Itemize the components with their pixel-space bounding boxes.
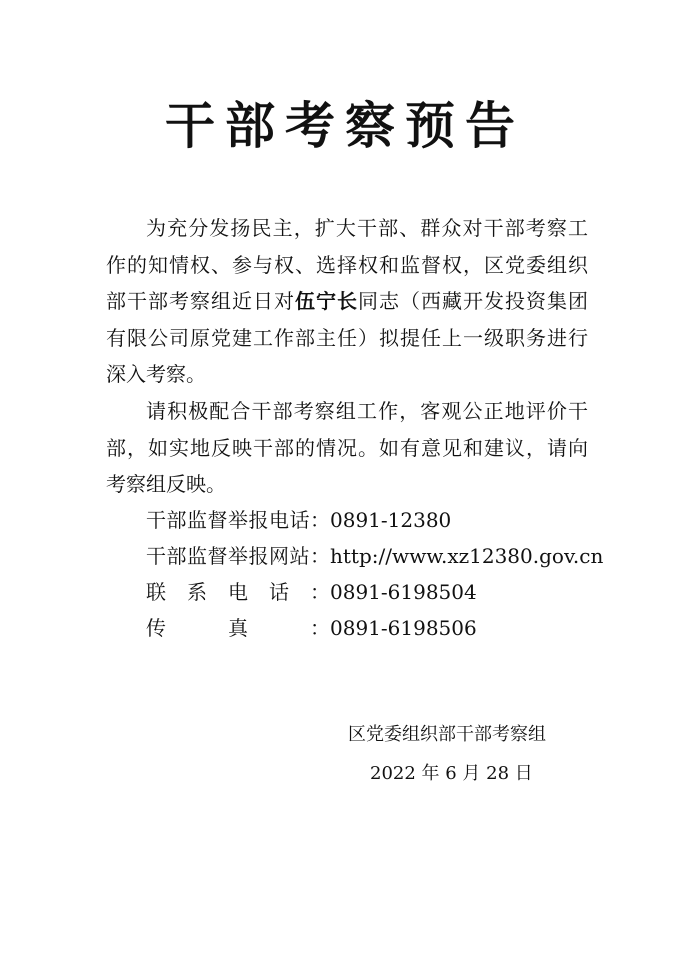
paragraph-2-line-1: 请积极配合干部考察组工作，客观公正地评价干 [146, 399, 588, 423]
paragraph-1-line-1: 为充分发扬民主，扩大干部、群众对干部考察工 [146, 216, 588, 240]
paragraph-1-line-4: 有限公司原党建工作部主任）拟提任上一级职务进行 [106, 325, 588, 350]
page-title: 干部考察预告 [165, 97, 525, 155]
contact-value: 0891-6198506 [330, 616, 477, 640]
contact-label: 联系电话： [146, 580, 330, 604]
paragraph-1-line-3 [106, 283, 588, 320]
contact-row-phone [146, 574, 606, 610]
contact-value: 0891-12380 [330, 508, 452, 532]
contact-row-fax [146, 610, 606, 646]
announcement-paragraph-1 [106, 210, 588, 393]
paragraph-1-line-3-before: 部干部考察组近日对 [106, 289, 295, 313]
contact-value: 0891-6198504 [330, 580, 477, 604]
candidate-name: 伍宁长 [295, 289, 358, 313]
paragraph-1-line-2: 作的知情权、参与权、选择权和监督权，区党委组织 [106, 252, 588, 277]
paragraph-1-line-3-after: 同志（西藏开发投资集团 [358, 289, 588, 313]
paragraph-2-line-2: 部，如实地反映干部的情况。如有意见和建议，请向 [106, 435, 588, 460]
contact-label: 干部监督举报网站： [146, 544, 330, 568]
contact-label: 干部监督举报电话： [146, 508, 330, 532]
issue-date: 2022 年 6 月 28 日 [370, 763, 533, 784]
paragraph-1-line-5: 深入考察。 [106, 362, 206, 386]
contact-row-report-website [146, 538, 606, 574]
signature: 区党委组织部干部考察组 [348, 724, 546, 745]
announcement-paragraph-2 [106, 393, 588, 503]
contact-label: 传真： [146, 616, 330, 640]
contact-row-report-phone [146, 502, 606, 538]
contact-value: http://www.xz12380.gov.cn [330, 544, 604, 568]
paragraph-2-line-3: 考察组反映。 [106, 472, 226, 496]
